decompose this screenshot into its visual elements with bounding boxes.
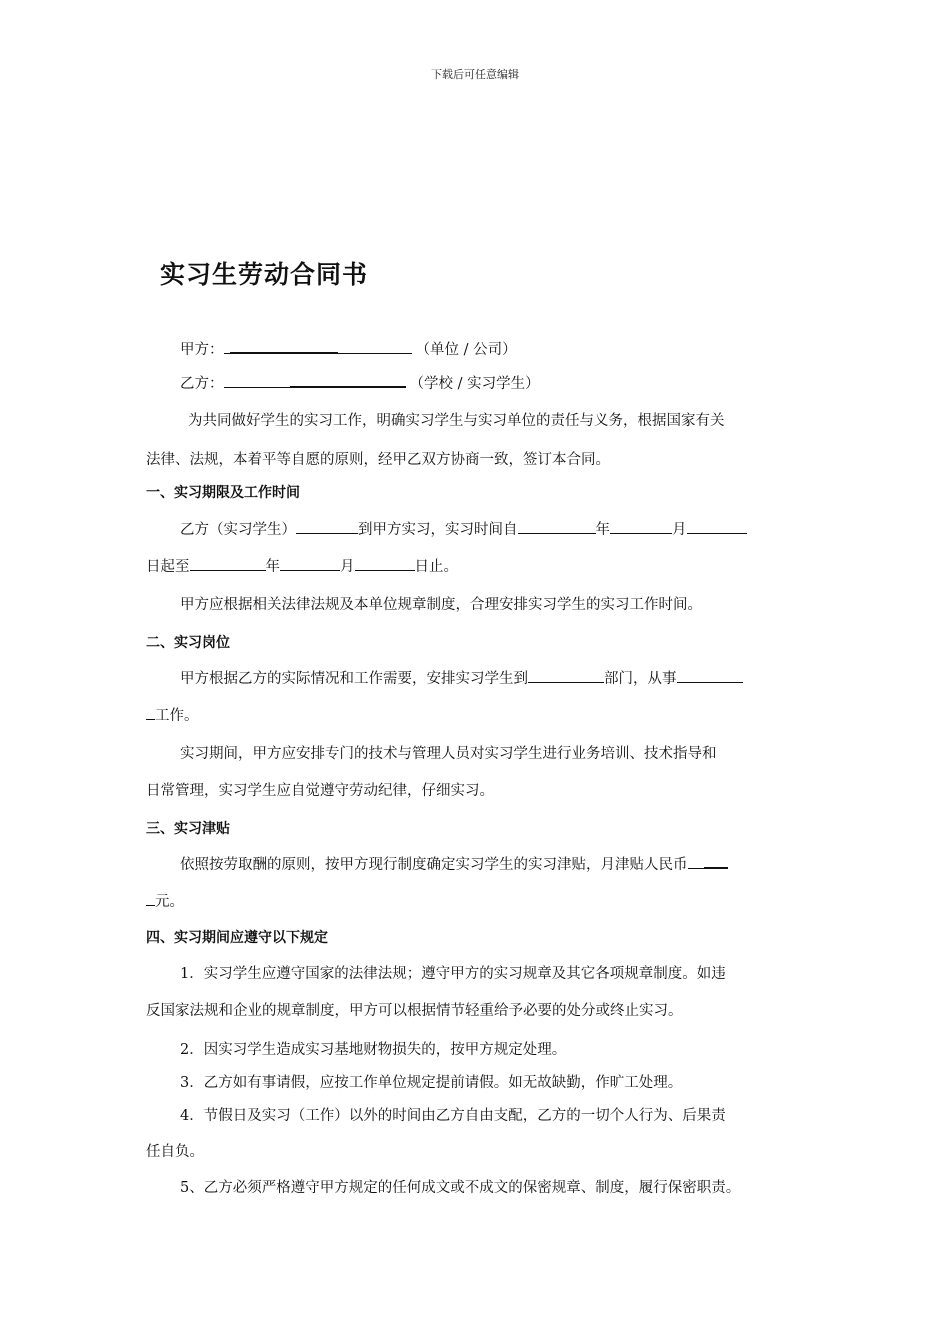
party-b-blank-bold[interactable] — [290, 372, 406, 388]
section-2-para-1-line-1 — [180, 667, 743, 688]
rule-4-line-1: 4．节假日及实习（工作）以外的时间由乙方自由支配，乙方的一切个人行为、后果责 — [180, 1108, 726, 1124]
section-2-para-2-line-2: 日常管理，实习学生应自觉遵守劳动纪律，仔细实习。 — [146, 783, 494, 799]
text: 年 — [265, 559, 280, 575]
rule-4-line-2: 任自负。 — [146, 1144, 204, 1160]
text: 元。 — [155, 894, 184, 910]
start-month-blank[interactable] — [610, 519, 672, 534]
text: 月 — [672, 522, 687, 538]
party-b-suffix: （学校 / 实习学生） — [409, 376, 540, 392]
department-blank[interactable] — [528, 668, 604, 683]
text: 部门，从事 — [604, 671, 677, 687]
intro-line-2: 法律、法规，本着平等自愿的原则，经甲乙双方协商一致，签订本合同。 — [146, 452, 610, 468]
party-a-blank-bold[interactable] — [230, 338, 338, 354]
text: 月 — [340, 559, 355, 575]
section-2-para-1-line-2 — [146, 704, 199, 725]
section-4-heading: 四、实习期间应遵守以下规定 — [146, 930, 328, 946]
party-b-label: 乙方： — [180, 376, 224, 392]
section-3-para-1-line-1 — [180, 853, 728, 874]
party-a-blank[interactable] — [338, 339, 412, 354]
end-month-blank[interactable] — [280, 556, 340, 571]
job-blank-continued[interactable] — [146, 705, 155, 720]
rule-3: 3．乙方如有事请假，应按工作单位规定提前请假。如无故缺勤，作旷工处理。 — [180, 1075, 683, 1091]
text: 乙方（实习学生） — [180, 522, 296, 538]
allowance-blank[interactable] — [688, 854, 704, 869]
rule-5: 5、乙方必须严格遵守甲方规定的任何成文或不成文的保密规章、制度，履行保密职责。 — [180, 1180, 741, 1196]
text: 到甲方实习，实习时间自 — [358, 522, 518, 538]
party-a-suffix: （单位 / 公司） — [415, 342, 517, 358]
end-day-blank[interactable] — [355, 556, 415, 571]
text: 依照按劳取酬的原则，按甲方现行制度确定实习学生的实习津贴，月津贴人民币 — [180, 857, 688, 873]
section-3-para-1-line-2 — [146, 890, 184, 911]
section-1-para-1-line-2 — [146, 555, 458, 576]
section-2-heading: 二、实习岗位 — [146, 635, 230, 651]
section-2-para-2-line-1: 实习期间，甲方应安排专门的技术与管理人员对实习学生进行业务培训、技术指导和 — [180, 746, 717, 762]
text: 年 — [595, 522, 610, 538]
allowance-blank-bold[interactable] — [704, 853, 728, 869]
text: 日起至 — [146, 559, 190, 575]
student-name-blank[interactable] — [296, 519, 358, 534]
page-header-note: 下载后可任意编辑 — [431, 68, 519, 81]
start-year-blank[interactable] — [518, 519, 596, 534]
section-1-para-2: 甲方应根据相关法律法规及本单位规章制度，合理安排实习学生的实习工作时间。 — [180, 597, 702, 613]
party-a-line — [180, 338, 517, 359]
text: 工作。 — [155, 708, 199, 724]
section-1-heading: 一、实习期限及工作时间 — [146, 485, 300, 501]
party-b-line — [180, 372, 540, 393]
text: 甲方根据乙方的实际情况和工作需要，安排实习学生到 — [180, 671, 528, 687]
rule-1-line-1: 1．实习学生应遵守国家的法律法规；遵守甲方的实习规章及其它各项规章制度。如违 — [180, 966, 726, 982]
section-3-heading: 三、实习津贴 — [146, 821, 230, 837]
rule-1-line-2: 反国家法规和企业的规章制度，甲方可以根据情节轻重给予必要的处分或终止实习。 — [146, 1003, 683, 1019]
start-day-blank[interactable] — [687, 519, 747, 534]
party-b-blank[interactable] — [224, 373, 290, 388]
allowance-blank-continued[interactable] — [146, 891, 155, 906]
end-year-blank[interactable] — [190, 556, 266, 571]
section-1-para-1-line-1 — [180, 518, 747, 539]
text: 日止。 — [414, 559, 458, 575]
rule-2: 2．因实习学生造成实习基地财物损失的，按甲方规定处理。 — [180, 1042, 567, 1058]
job-blank[interactable] — [677, 668, 743, 683]
document-title: 实习生劳动合同书 — [160, 260, 369, 289]
intro-line-1: 为共同做好学生的实习工作，明确实习学生与实习单位的责任与义务，根据国家有关 — [188, 413, 725, 429]
party-a-label: 甲方： — [180, 342, 224, 358]
